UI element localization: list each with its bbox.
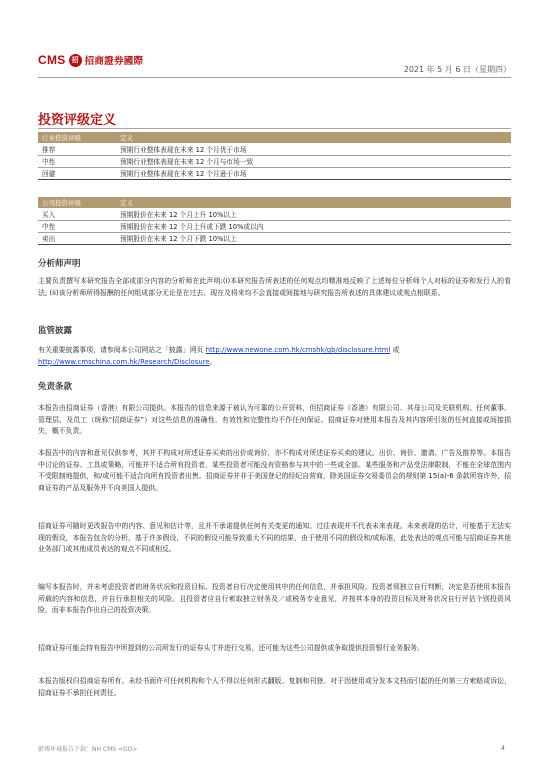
disclosure-link-cmschina[interactable]: http://www.cmschina.com.hk/Research/Disclosure	[38, 357, 210, 366]
brand-logo	[38, 53, 143, 67]
page-title: 投资评级定义	[38, 113, 117, 128]
disclaimer-heading: 免责条款	[38, 382, 73, 392]
definition-cell: 预期股价在未来 12 个月下跌 10%以上	[116, 232, 511, 244]
rating-cell: 卖出	[38, 232, 116, 244]
disclaimer-paragraph: 招商证券可能会持有报告中所提到的公司所发行的证券头寸并进行交易，还可能为这些公司提供或争取提供投资银行业务服务。	[38, 644, 424, 652]
table-row	[38, 232, 511, 244]
disclaimer-paragraph: 招商证券可随时更改报告中的内容、意见和估计等，且并不承诺提供任何有关变更的通知。过往表现并不代表未来表现。未来表现的估计，可能基于无法实现的假设，本报告包含的分析，基于许多假设，不同的假设可能导致重大不同的结果，由于使用不同的假设和/或标准，此处表达的观点可能与招商证券其他业务部门或其他成员表达的观点不同或相反。	[38, 522, 511, 554]
page-number: 4	[500, 744, 505, 752]
analyst-heading: 分析师声明	[38, 259, 81, 269]
table-header-cell: 公司投资评级	[38, 197, 116, 208]
table-header-row	[38, 197, 511, 208]
definition-cell: 预期股价在未来 12 个月上升 10%以上	[116, 208, 511, 220]
disclaimer-paragraph: 本报告由招商证券（香港）有限公司提供。本报告的信息来源于被认为可靠的公开资料，但招商证券（香港）有限公司、其母公司及关联机构、任何董事、管理层、及员工（统称“招商证券”）对这些信息的准确性、有效性和完整性均不作任何保证。招商证券对使用本报告及其内容所引发的任何直接或间接损失，概不负责。	[38, 404, 511, 436]
definition-cell: 预期行业整体表现在未来 12 个月逊于市场	[116, 167, 511, 179]
table-header-cell: 行业投资评级	[38, 132, 116, 143]
regulatory-text: 。	[209, 357, 217, 366]
logo-badge-icon: 招	[69, 54, 82, 67]
rating-cell: 推荐	[38, 143, 116, 155]
rating-cell: 中性	[38, 220, 116, 232]
table-header-cell: 定义	[116, 197, 511, 208]
logo-company-name: 招商證券國際	[84, 56, 144, 67]
rating-cell: 回避	[38, 167, 116, 179]
analyst-paragraph: 主要负责撰写本研究报告全部或部分内容的分析师在此声明:(i)本研究报告所表述的任何观点均精准地反映了上述每位分析师个人对标的证券和发行人的看法; (ii)该分析师所得报酬的任何组成部分无论是在过去、现在及将来均不会直接或间接地与研究报告所表述的具体建议或观点相联系。	[38, 277, 511, 297]
regulatory-heading: 监管披露	[38, 326, 73, 336]
table-row	[38, 143, 511, 155]
company-rating-table	[38, 197, 511, 245]
disclosure-link-newone[interactable]: http://www.newone.com.hk/cmshk/gb/disclosure.html	[205, 346, 391, 354]
regulatory-text: 或	[390, 346, 400, 354]
title-divider	[38, 128, 511, 129]
disclaimer-paragraph: 本报告中的内容和意见仅供参考，其并不构成对所述证券买卖的出价或询价，亦不构成对所述证券买卖的建议。出价、询价、邀请、广告及推荐等。本报告中讨论的证券、工具或策略，可能并不适合所有投资者，某些投资者可能没有资格参与其中的一些或全部。某些服务和产品受法律限制，不能在全球范围内不受限制地提供，和/或可能不适合向所有投资者出售。招商证券并非于美国登记的经纪自营商，除美国证券交易委员会的规则第 15(a)-6 条款所容许外，招商证券的产品及服务并不向美国人提供。	[38, 449, 511, 492]
definition-cell: 预期行业整体表现在未来 12 个月优于市场	[116, 143, 511, 155]
logo-cms-text: CMS	[38, 53, 66, 67]
rating-cell: 中性	[38, 155, 116, 167]
table-row	[38, 208, 511, 220]
definition-cell: 预期股价在未来 12 个月上升或下跌 10%或以内	[116, 220, 511, 232]
header-divider	[38, 77, 511, 78]
table-row	[38, 220, 511, 232]
regulatory-paragraph	[38, 345, 511, 368]
definition-cell: 预期行业整体表现在未来 12 个月与市场一致	[116, 155, 511, 167]
table-header-cell: 定义	[116, 132, 511, 143]
footer-text: 影博环城报告下载：NH CMS <GO>	[38, 746, 138, 753]
industry-rating-table	[38, 132, 511, 180]
table-row	[38, 155, 511, 167]
table-header-row	[38, 132, 511, 143]
disclaimer-paragraph: 编写本报告时，并未考虑投资者的财务状况和投资目标。投资者自行决定使用其中的任何信息，并承担风险。投资者须独立自行判断，决定是否使用本报告所载的内容和信息，并自行承担相关的风险。且投资者应自行索取独立财务及／或税务专业意见，并按其本身的投资目标及财务状况自行评估个别投资风险，而非本报告作出自己的投资决策。	[38, 583, 511, 615]
table-row	[38, 167, 511, 179]
regulatory-text: 有关重要披露事项，请参阅本公司网站之「披露」网页	[38, 346, 206, 354]
report-date: 2021 年 5 月 6 日（星期四）	[403, 65, 511, 74]
rating-cell: 买入	[38, 208, 116, 220]
disclaimer-paragraph: 本报告版权归招商证券所有。未经书面许可任何机构和个人不得以任何形式翻版、复制和刊登。对于因使用或分发本文档而引起的任何第三方索赔或诉讼，招商证券不承担任何责任。	[38, 677, 511, 697]
